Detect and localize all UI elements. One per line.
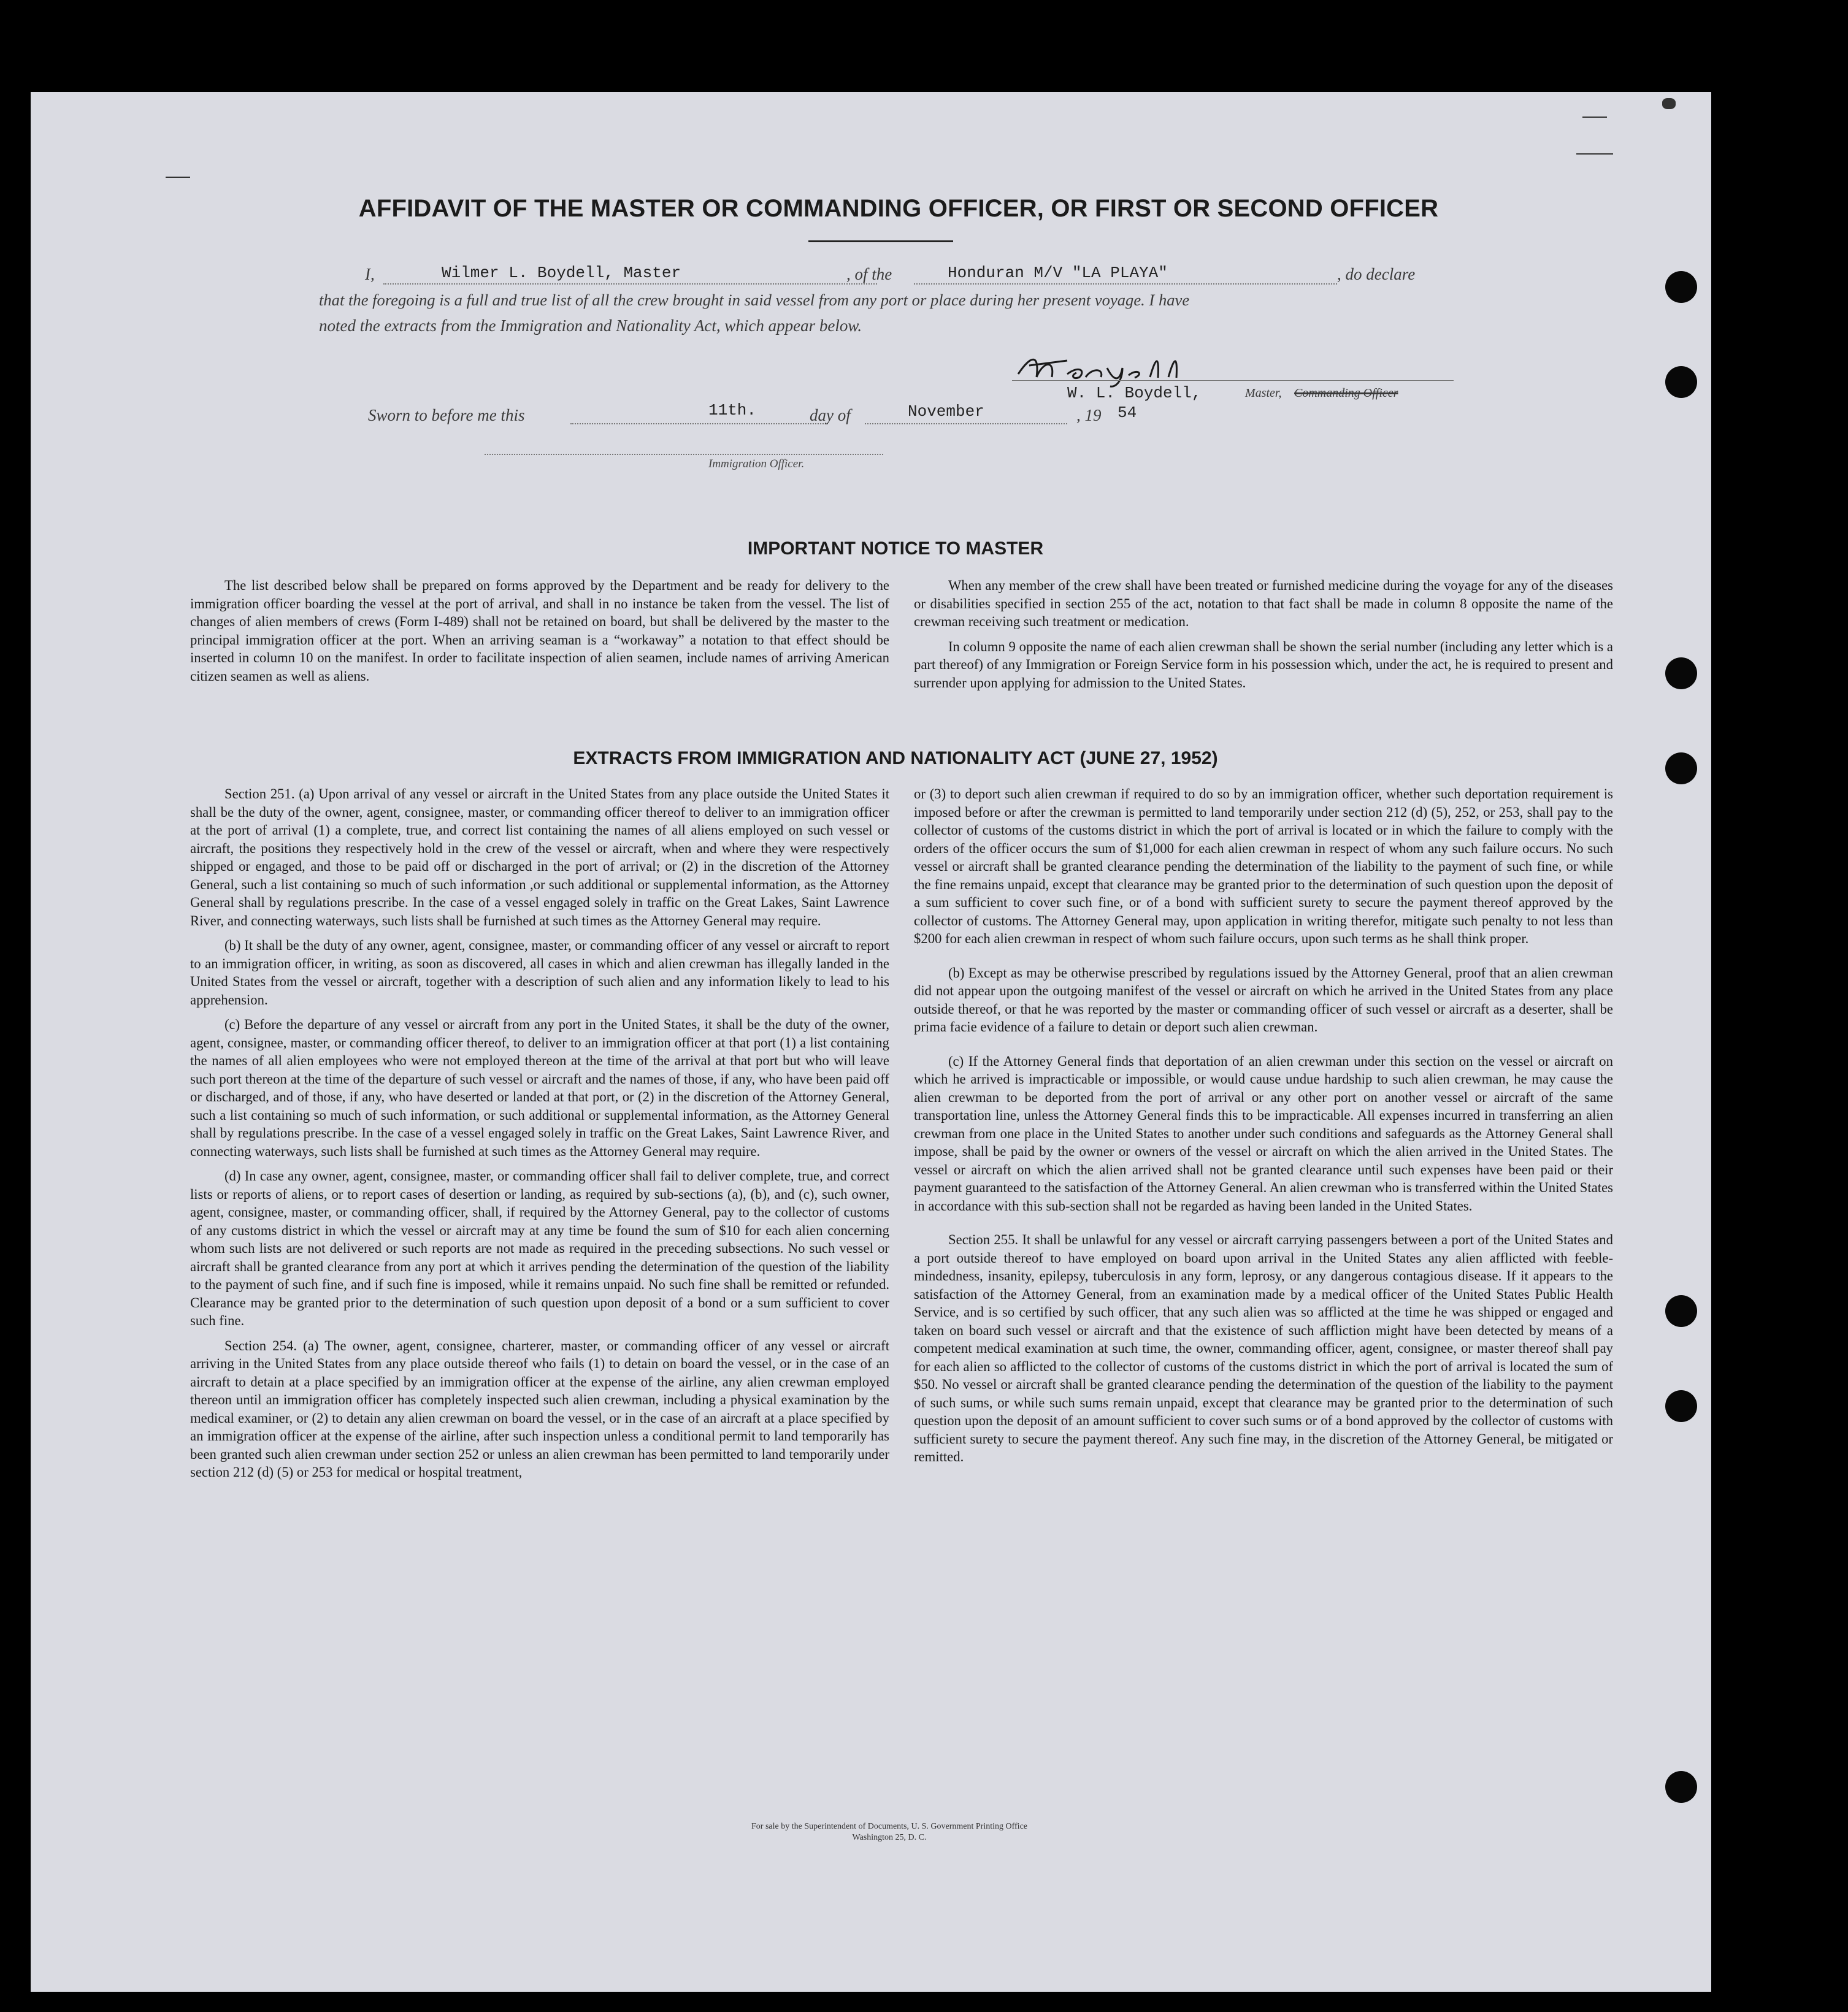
of-the-text: , of the <box>846 265 892 283</box>
signature-name: W. L. Boydell, <box>1067 384 1202 402</box>
punch-hole <box>1665 366 1697 398</box>
footer-line-2: Washington 25, D. C. <box>852 1833 927 1842</box>
notice-heading: IMPORTANT NOTICE TO MASTER <box>747 538 1044 559</box>
do-declare-text: , do declare <box>1337 265 1416 283</box>
year-prefix: , 19 <box>1076 406 1102 424</box>
struck-title: Commanding Officer <box>1294 386 1398 400</box>
month-line <box>865 423 1067 424</box>
punch-hole <box>1665 1390 1697 1422</box>
extracts-heading: EXTRACTS FROM IMMIGRATION AND NATIONALITY ACT (JUNE 27, 1952) <box>573 748 1218 768</box>
officer-line <box>485 454 883 455</box>
extract-paragraph: or (3) to deport such alien crewman if required to do so by an immigration officer, whether such deportation requirement is imposed before or after the crewman is permitted to land temporarily under section 212 (d) (5), 252, or 253, shall pay to the collector of customs of the customs district in which the port of arrival is located or in which the failure to comply with the orders of the officer occurs the sum of $1,000 for each alien crewman in respect of whom any such failure occurs. No such vessel or aircraft shall be granted clearance pending the determination of the liability to the payment of such fine, or while the fine remains unpaid, except that clearance may be granted prior to the determination of such question upon the deposit of a sum sufficient to cover such fine, or of a bond with sufficient surety to secure the payment thereof approved by the collector of customs. The Attorney General may, upon application in writing therefor, mitigate such penalty to not less than $200 for each alien crewman in respect of whom such failure occurs, upon such terms as he shall think proper. <box>914 786 1613 946</box>
extract-paragraph: Section 255. It shall be unlawful for any vessel or aircraft carrying passengers between a port of the United States and a port outside thereof to have employed on board upon arrival in the United States any alien afflicted with feeble-mindedness, insanity, epilepsy, tuberculosis in any form, leprosy, or any dangerous contagious disease. If it appears to the satisfaction of the Attorney General, from an examination made by a medical officer of the United States Public Health Service, and is so certified by such officer, that any such alien was so afflicted at the time he was shipped or engaged and taken on board such vessel or aircraft and that the existence of such affliction might have been detected by means of a competent medical examination at such time, the owner, commanding officer, agent, consignee, or master thereof shall pay for each alien so afflicted to the collector of customs of the customs district in which the port of arrival is located the sum of $50. No vessel or aircraft shall be granted clearance pending the determination of the question of the liability to the payment of such sums, or while such sums remain unpaid, except that clearance may be granted prior to the determination of such question upon the deposit of an amount sufficient to cover such sums or of a bond approved by the collector of customs with sufficient surety to secure the payment thereof. Any such fine may, in the discretion of the Attorney General, be mitigated or remitted. <box>914 1232 1613 1464</box>
extracts-right-column <box>914 785 1613 1473</box>
vessel-name: Honduran M/V "LA PLAYA" <box>948 264 1168 282</box>
affidavit-line-2: that the foregoing is a full and true list of all the crew brought in said vessel from any port or place during her present voyage. I have <box>319 291 1190 309</box>
extract-paragraph: (b) It shall be the duty of any owner, agent, consignee, master, or commanding officer of any vessel or aircraft to report to an immigration officer, in writing, as soon as discovered, all cases in which and alien crewman has illegally landed in the United States from the vessel or aircraft, together with a description of such alien and any information likely to lead to his apprehension. <box>190 938 889 1008</box>
scan-speck <box>1576 153 1613 155</box>
sworn-year: 54 <box>1118 404 1137 422</box>
affidavit-form-page <box>31 92 1711 1992</box>
notice-right-column <box>914 576 1613 698</box>
scan-speck <box>1662 98 1676 109</box>
extract-paragraph: (d) In case any owner, agent, consignee, master, or commanding officer shall fail to deliver complete, true, and correct lists or reports of aliens, or to report cases of desertion or landing, as required by sub-sections (a), (b), and (c), such owner, agent, consignee, master, or commanding officer, shall, if required by the Attorney General, pay to the collector of customs of any customs district in which the vessel or aircraft may at any time be found the sum of $10 for each alien concerning whom such lists are not delivered or such reports are not made as required in the preceding subsections. No such vessel or aircraft shall be granted clearance from any port at which it arrives pending the determination of the question of the liability to the payment of such fine, and if such fine is imposed, while it remains unpaid. No such fine shall be remitted or refunded. Clearance may be granted prior to the determination of such question upon deposit of a bond or a sum sufficient to cover such fine. <box>190 1168 889 1328</box>
notice-paragraph: When any member of the crew shall have been treated or furnished medicine during the voyage for any of the diseases or disabilities specified in section 255 of the act, notation to that fact shall be made in column 8 opposite the name of the crewman receiving such treatment or medication. <box>914 578 1613 629</box>
extract-paragraph: (c) If the Attorney General finds that deportation of an alien crewman under this section on the vessel or aircraft on which he arrived is impracticable or impossible, or would cause undue hardship to such alien crewman, he may cause the alien crewman to be deported from the port of arrival or any other port on another vessel or aircraft of the same transportation line, unless the Attorney General finds this to be impracticable. All expenses incurred in transferring an alien crewman from one place in the United States to another under such conditions and safeguards as the Attorney General shall impose, shall be paid by the owner or owners of the vessel or aircraft on which the alien arrived in the United States. The vessel or aircraft on which the alien arrived shall not be granted clearance until such expenses have been paid or their payment guaranteed to the satisfaction of the Attorney General. An alien crewman who is transferred within the United States in accordance with this sub-section shall not be regarded as having been landed in the United States. <box>914 1053 1613 1214</box>
affidavit-lead: I, <box>365 265 375 283</box>
day-of-text: day of <box>810 406 851 424</box>
punch-hole <box>1665 657 1697 689</box>
extract-paragraph: Section 254. (a) The owner, agent, consignee, charterer, master, or commanding officer of any vessel or aircraft arriving in the United States from any place outside thereof who fails (1) to detain on board the vessel, or in the case of an aircraft to detain at a place specified by an immigration officer at the expense of the airline, any alien crewman employed thereon until an immigration officer has completely inspected such alien crewman, including a physical examination by the medical examiner, or (2) to detain any alien crewman on board the vessel, or in the case of an aircraft at a place specified by an immigration officer at the expense of the airline, after such inspection unless a conditional permit to land temporarily has been granted such alien crewman under section 252 or unless an alien crewman has been permitted to land temporarily under section 212 (d) (5) or 253 for medical or hospital treatment, <box>190 1337 889 1480</box>
affidavit-line-3: noted the extracts from the Immigration and Nationality Act, which appear below. <box>319 316 862 335</box>
day-line <box>570 423 828 424</box>
notice-paragraph: In column 9 opposite the name of each alien crewman shall be shown the serial number (including any letter which is a part thereof) of any Immigration or Foreign Service form in his possession which, under the act, he is required to present and surrender upon applying for admission to the United States. <box>914 638 1613 690</box>
extracts-left-column <box>190 785 889 1488</box>
notice-left-column <box>190 576 889 692</box>
punch-hole <box>1665 1295 1697 1327</box>
master-label: Master, <box>1245 386 1282 400</box>
punch-hole <box>1665 1771 1697 1803</box>
scan-speck <box>166 177 190 178</box>
sworn-text: Sworn to before me this <box>368 406 525 424</box>
officer-label: Immigration Officer. <box>708 457 805 470</box>
title-rule <box>808 240 953 242</box>
declarant-line <box>383 283 877 285</box>
sworn-month: November <box>908 402 984 421</box>
sworn-day: 11th. <box>708 401 757 419</box>
extract-paragraph: (c) Before the departure of any vessel or aircraft from any port in the United States, it shall be the duty of the owner, agent, consignee, master, or commanding officer thereof, to deliver to an immigration officer at that port (1) a list containing the names of all alien employees who were not employed thereon at the time of the arrival at that port but who will leave such port thereon at the time of the departure of such vessel or aircraft and the names of those, if any, who have been paid off or discharged, and of those, if any, who have deserted or landed at that port, or (2) in the discretion of the Attorney General, such a list containing so much of such information, or such additional or supplemental information, as the Attorney General shall by regulations prescribe. In the case of a vessel engaged solely in traffic on the Great Lakes, Saint Lawrence River, and connecting waterways, such lists shall be furnished at such times as the Attorney General may require. <box>190 1017 889 1159</box>
declarant-name: Wilmer L. Boydell, Master <box>442 264 681 282</box>
signature-line <box>1012 380 1454 381</box>
scan-speck <box>1582 117 1607 118</box>
extract-paragraph: Section 251. (a) Upon arrival of any vessel or aircraft in the United States from any place outside the United States it shall be the duty of the owner, agent, consignee, master, or commanding officer thereof to deliver to an immigration officer at the port of arrival (1) a complete, true, and correct list containing the names of all aliens employed on such vessel or aircraft, the positions they respectively hold in the crew of the vessel or aircraft, when and where they were respectively shipped or engaged, and those to be paid off or discharged in the port of arrival; or (2) in the discretion of the Attorney General, such a list containing so much of such information ,or such additional or supplemental information, as the Attorney General shall by regulations prescribe. In the case of a vessel engaged solely in traffic on the Great Lakes, Saint Lawrence River, and connecting waterways, such lists shall be furnished at such times as the Attorney General may require. <box>190 786 889 928</box>
extract-paragraph: (b) Except as may be otherwise prescribed by regulations issued by the Attorney General, proof that an alien crewman did not appear upon the outgoing manifest of the vessel or aircraft on which he arrived in the United States from any place outside thereof, or that he was reported by the master or commanding officer of such vessel or aircraft as a deserter, shall be prima facie evidence of a failure to detain or deport such alien crewman. <box>914 965 1613 1035</box>
footer-line-1: For sale by the Superintendent of Documents, U. S. Government Printing Office <box>751 1822 1027 1831</box>
form-title: AFFIDAVIT OF THE MASTER OR COMMANDING OFFICER, OR FIRST OR SECOND OFFICER <box>358 195 1439 222</box>
printing-office-footer <box>644 1821 1135 1843</box>
notice-paragraph: The list described below shall be prepared on forms approved by the Department and be ready for delivery to the immigration officer boarding the vessel at the port of arrival, and shall in no instance be taken from the vessel. The list of changes of alien members of crews (Form I-489) shall not be retained on board, but shall be delivered by the master to the principal immigration officer at the port. When an arriving seaman is a “workaway” a notation to that effect should be inserted in column 10 on the manifest. In order to facilitate inspection of alien seamen, include names of arriving American citizen seamen as well as aliens. <box>190 578 889 684</box>
vessel-line <box>914 283 1337 285</box>
punch-hole <box>1665 752 1697 784</box>
punch-hole <box>1665 271 1697 303</box>
